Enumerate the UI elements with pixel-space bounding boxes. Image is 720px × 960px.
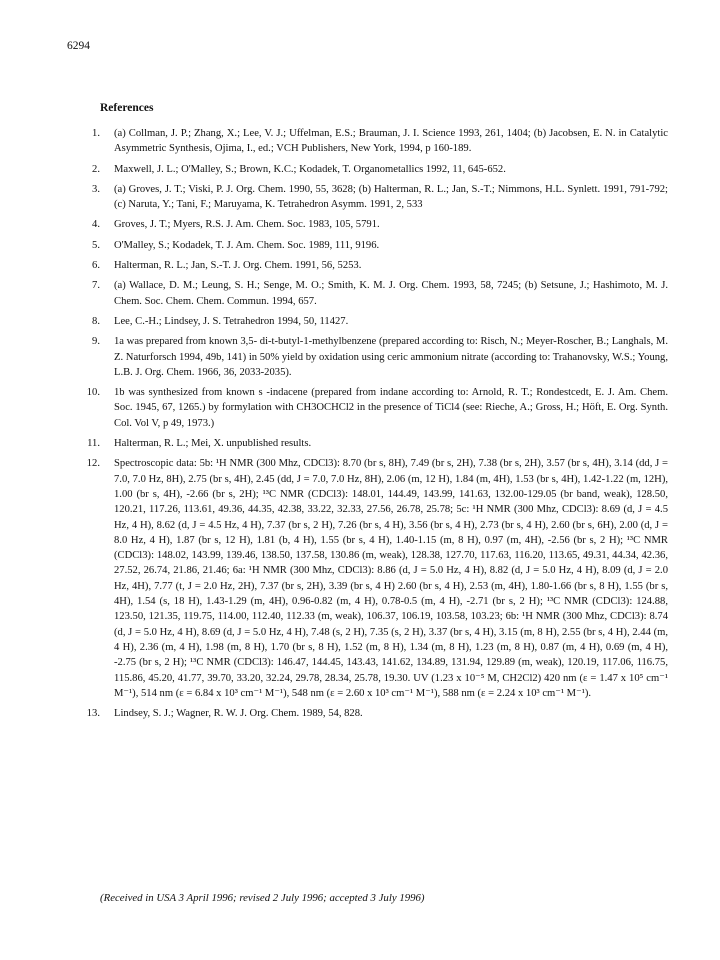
reference-text: (a) Groves, J. T.; Viski, P. J. Org. Chem. 1990, 55, 3628; (b) Halterman, R. L.; Jan, S.-T.; Nimmons, H.L. Synlett. 1991, 791-792; (c) Naruta, Y.; Tani, F.; Maruyama, K. Tetrahedron Asymm. 1991, 2, 533 [114, 183, 668, 211]
reference-text: Spectroscopic data: 5b: ¹H NMR (300 Mhz, CDCl3): 8.70 (br s, 8H), 7.49 (br s, 2H), 7.38 (br s, 2H), 3.57 (br s, 4H), 3.14 (dd, J = 7.0, 7.0 Hz, 8H), 2.75 (br s, 4H), 2.45 (dd, J = 7.0, 7.0 Hz, 8H), 2.06 (m, 12 H), 1.84 (m, 4H), 1.53 (br s, 4H), 1.42-1.22 (m, 12H), 1.00 (br s, 4H), -2.66 (br s, 2H); ¹³C NMR (CDCl3): 148.01, 144.49, 143.99, 141.63, 132.00-129.05 (br band, weak), 128.50, 120.21, 117.26, 113.61, 49.36, 44.35, 42.38, 33.22, 32.33, 27.56, 26.78, 25.78; 5c: ¹H NMR (300 Mhz, CDCl3): 8.69 (d, J = 4.5 Hz, 4 H), 8.62 (d, J = 4.5 Hz, 4 H), 7.37 (br s, 2 H), 7.26 (br s, 4 H), 3.56 (br s, 4 H), 2.73 (br s, 4 H), 2.60 (br s, 6H), 2.00 (d, J = 8.0 Hz, 4 H), 1.87 (br s, 12 H), 1.81 (b, 4 H), 1.55 (br s, 4 H), 1.40-1.15 (m, 8 H), 0.97 (m, 4H), -2.56 (br s, 2 H); ¹³C NMR (CDCl3): 148.02, 143.99, 139.46, 138.50, 137.58, 130.86 (m, weak), 128.38, 127.70, 117.63, 116.20, 113.65, 49.31, 44.34, 42.36, 27.52, 26.74, 21.86, 21.46; 6a: ¹H NMR (300 Mhz, CDCl3): 8.86 (d, J = 5.0 Hz, 4 H), 8.82 (d, J = 5.0 Hz, 4 H), 8.09 (d, J = 2.0 Hz, 4H), 7.77 (t, J = 2.0 Hz, 2H), 7.37 (br s, 2H), 3.39 (br s, 4 H) 2.60 (br s, 4 H), 2.53 (m, 4H), 1.80-1.66 (br s, 8 H), 1.55 (br s, 4H), 1.54 (s, 18 H), 1.43-1.29 (m, 4H), 0.96-0.82 (m, 4 H), 0.78-0.5 (m, 4 H), -2.71 (br s, 2 H); ¹³C NMR (CDCl3): 124.88, 123.50, 121.35, 119.75, 114.00, 112.40, 112.33 (m, weak), 106.37, 106.19, 103.58, 103.23; 6b: ¹H NMR (300 Mhz, CDCl3): 8.74 (d, J = 5.0 Hz, 4 H), 8.69 (d, J = 5.0 Hz, 4 H), 7.48 (s, 2 H), 7.35 (s, 2 H), 3.37 (br s, 4 H), 3.15 (m, 8 H), 2.55 (br s, 4 H), 2.44 (m, 4 H), 2.36 (m, 4 H), 1.98 (m, 8 H), 1.70 (br s, 8 H), 1.52 (m, 8 H), 1.34 (m, 8 H), 1.23 (m, 8 H), 0.87 (m, 4 H), 0.69 (m, 4 H), -2.75 (br s, 2 H); ¹³C NMR (CDCl3): 146.47, 144.45, 143.43, 141.62, 134.89, 131.94, 129.89 (m, weak), 120.19, 117.06, 116.75, 115.86, 45.20, 41.77, 39.70, 33.20, 32.24, 29.78, 28.34, 25.78, 19.30. UV (1.23 x 10⁻⁵ M, CH2Cl2) 420 nm (ε = 1.47 x 10⁵ cm⁻¹ M⁻¹), 514 nm (ε = 6.84 x 10³ cm⁻¹ M⁻¹), 548 nm (ε = 2.60 x 10³ cm⁻¹ M⁻¹), 588 nm (ε = 2.24 x 10³ cm⁻¹ M⁻¹). [114, 458, 668, 699]
reference-item [80, 258, 668, 273]
reference-number: 10. [86, 387, 100, 399]
reference-item [80, 182, 668, 213]
reference-item [80, 278, 668, 309]
reference-text: (a) Wallace, D. M.; Leung, S. H.; Senge, M. O.; Smith, K. M. J. Org. Chem. 1993, 58, 7245; (b) Setsune, J.; Hashimoto, M. J. Chem. Soc. Chem. Chem. Commun. 1994, 657. [114, 280, 668, 307]
reference-item [80, 385, 668, 431]
reference-number: 6. [92, 260, 100, 272]
reference-item [80, 436, 668, 451]
reference-list [80, 126, 668, 726]
reference-item [80, 162, 668, 177]
reference-number: 11. [87, 438, 100, 450]
reference-item [80, 238, 668, 253]
reference-text: O'Malley, S.; Kodadek, T. J. Am. Chem. Soc. 1989, 111, 9196. [114, 239, 380, 251]
reference-text: Groves, J. T.; Myers, R.S. J. Am. Chem. Soc. 1983, 105, 5791. [114, 219, 380, 231]
reference-number: 9. [92, 336, 100, 348]
reference-number: 3. [92, 183, 100, 195]
reference-number: 7. [92, 280, 100, 292]
reference-number: 12. [86, 458, 100, 470]
reference-text: Lee, C.-H.; Lindsey, J. S. Tetrahedron 1994, 50, 11427. [114, 315, 349, 327]
reference-text: Halterman, R. L.; Jan, S.-T. J. Org. Chem. 1991, 56, 5253. [114, 260, 362, 272]
page-number: 6294 [67, 40, 90, 52]
reference-text: Lindsey, S. J.; Wagner, R. W. J. Org. Chem. 1989, 54, 828. [114, 708, 363, 720]
reference-number: 13. [86, 708, 100, 720]
reference-text: 1a was prepared from known 3,5- di-t-butyl-1-methylbenzene (prepared according to: Risch, N.; Meyer-Roscher, B.; Langhals, M. Z. Naturforsch 1994, 49b, 141) in 50% yield by oxidation using ceric ammonium nitrate (according to: Trahanovsky, W.S.; Young, L.B. J. Org. Chem. 1966, 36, 2033-2035). [114, 336, 668, 378]
reference-text: Maxwell, J. L.; O'Malley, S.; Brown, K.C.; Kodadek, T. Organometallics 1992, 11, 645-652. [114, 163, 506, 175]
received-dates-note: (Received in USA 3 April 1996; revised 2 July 1996; accepted 3 July 1996) [100, 892, 425, 904]
reference-number: 1. [92, 128, 100, 139]
reference-item [80, 314, 668, 329]
reference-text: (a) Collman, J. P.; Zhang, X.; Lee, V. J.; Uffelman, E.S.; Brauman, J. I. Science 1993, 261, 1404; (b) Jacobsen, E. N. in Catalytic Asymmetric Synthesis, Ojima, I., ed.; VCH Publishers, New York, 1994, p 160-189. [114, 128, 668, 155]
reference-item [80, 217, 668, 232]
reference-item [80, 456, 668, 701]
reference-number: 2. [92, 163, 100, 175]
reference-item [80, 706, 668, 721]
reference-item [80, 334, 668, 380]
reference-item [80, 126, 668, 157]
references-heading: References [100, 102, 154, 114]
reference-number: 4. [92, 219, 100, 231]
reference-number: 5. [92, 239, 100, 251]
reference-text: Halterman, R. L.; Mei, X. unpublished results. [114, 438, 312, 450]
reference-text: 1b was synthesized from known s -indacene (prepared from indane according to: Arnold, R. T.; Rondestcedt, E. J. Am. Chem. Soc. 1945, 67, 1265.) by formylation with CH3OCHCl2 in the presence of TiCl4 (see: Rieche, A.; Gross, H.; Höft, E. Org. Synth. Col. Vol V, p 49, 1973.) [114, 387, 668, 429]
reference-number: 8. [92, 315, 100, 327]
